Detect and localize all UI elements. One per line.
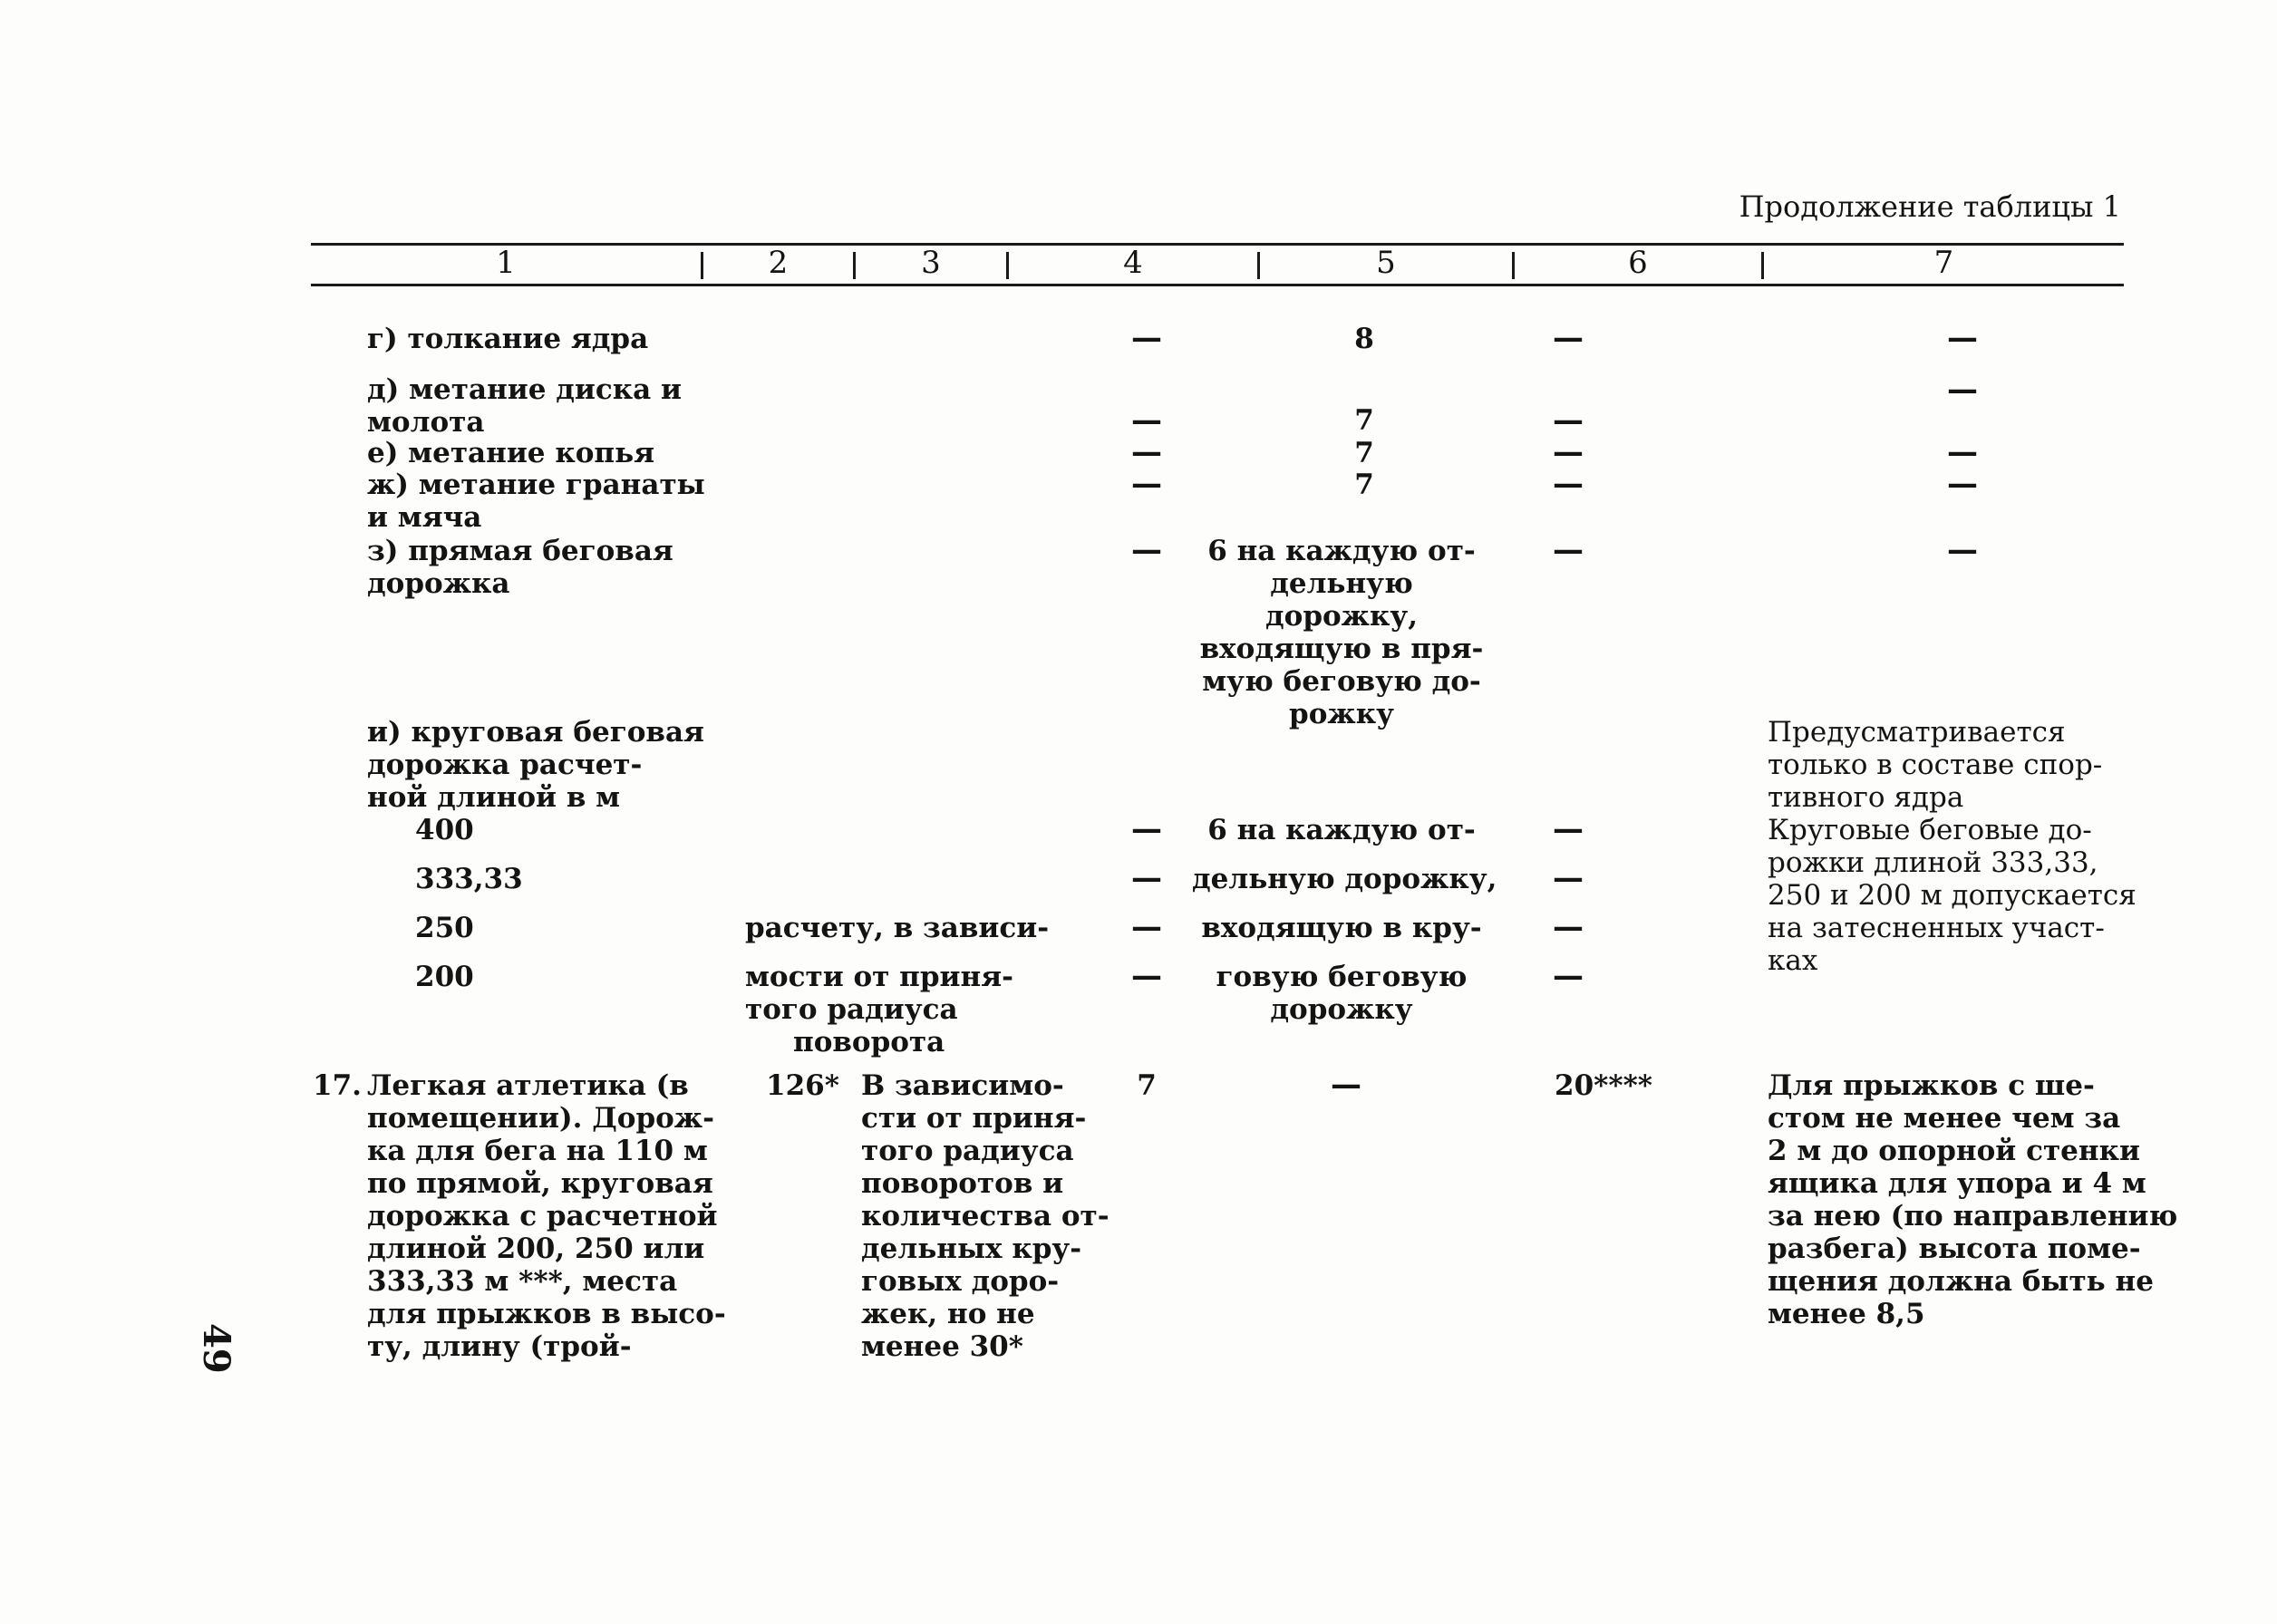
row-z-col5: 6 на каждую от- дельную дорожку, входящую в пря- мую беговую до- рожку — [1199, 535, 1484, 730]
row-i-col5-line: говую беговую — [1216, 961, 1468, 993]
row-z-col7: — — [1947, 532, 1978, 568]
row-17-col7: Для прыжков с ше- стом не менее чем за 2 м до опорной стенки ящика для упора и 4 м за нею (по направлению разбега) высота поме- щения должна быть не менее 8,5 — [1768, 1069, 2178, 1330]
row-e-col5: 7 — [1354, 437, 1374, 469]
header-col-4: 4 — [1123, 245, 1143, 281]
row-i-col4: — — [1131, 958, 1162, 994]
row-i-length: 250 — [415, 912, 474, 944]
row-17-col3: В зависимо- сти от приня- того радиуса поворотов и количества от- дельных кру- говых доро- жек, но не менее 30* — [861, 1069, 1109, 1363]
row-i-col5-line: входящую в кру- — [1201, 912, 1482, 944]
row-i-col4: — — [1131, 909, 1162, 945]
row-e-name: е) метание копья — [367, 437, 655, 469]
row-g-name: г) толкание ядра — [367, 323, 649, 355]
row-17-col6: 20**** — [1555, 1069, 1652, 1102]
row-i-name: и) круговая беговая дорожка расчет- ной длиной в м — [367, 716, 704, 814]
row-i-col6: — — [1553, 958, 1584, 994]
row-i-col4: — — [1131, 811, 1162, 847]
row-zh-name: ж) метание гранаты и мяча — [367, 469, 705, 534]
row-zh-col4: — — [1131, 466, 1162, 502]
row-d-name: д) метание диска и молота — [367, 373, 683, 439]
header-col-5: 5 — [1376, 245, 1396, 281]
row-17-col4: 7 — [1137, 1069, 1157, 1102]
row-i-col7-note: Предусматривается только в составе спор- тивного ядра — [1768, 716, 2103, 814]
row-17-col2: 126* — [766, 1069, 839, 1102]
row-i-col4: — — [1131, 860, 1162, 896]
table-caption: Продолжение таблицы 1 — [1739, 189, 2121, 224]
row-z-col4: — — [1131, 532, 1162, 568]
header-col-6: 6 — [1628, 245, 1648, 281]
row-i-col6: — — [1553, 909, 1584, 945]
row-d-col5: 7 — [1354, 404, 1374, 437]
row-17-name: Легкая атлетика (в помещении). Дорож- ка для бега на 110 м по прямой, круговая дорожка с расчетной длиной 200, 250 или 333,33 м ***, места для прыжков в высо- ту, длину (трой- — [367, 1069, 726, 1363]
header-col-2: 2 — [768, 245, 789, 281]
row-g-col6: — — [1553, 320, 1584, 356]
row-zh-col7: — — [1947, 466, 1978, 502]
row-d-col4: — — [1131, 402, 1162, 439]
row-i-length: 333,33 — [415, 863, 523, 895]
row-g-col4: — — [1131, 320, 1162, 356]
row-17-col5: — — [1331, 1067, 1361, 1103]
row-i-col6: — — [1553, 860, 1584, 896]
header-col-3: 3 — [921, 245, 941, 281]
row-zh-col6: — — [1553, 466, 1584, 502]
row-i-col3-line: расчету, в зависи- — [745, 912, 1050, 944]
row-g-col5: 8 — [1354, 323, 1374, 355]
header-col-7: 7 — [1933, 245, 1954, 281]
header-rule-bottom — [311, 284, 2124, 286]
page-number: 49 — [195, 1323, 237, 1374]
row-i-col5-line: дельную дорожку, — [1192, 863, 1497, 895]
row-e-col4: — — [1131, 434, 1162, 470]
row-d-col6: — — [1553, 402, 1584, 439]
row-z-col6: — — [1553, 532, 1584, 568]
row-i-col5-line: дорожку — [1270, 993, 1413, 1026]
row-17-number: 17. — [313, 1069, 362, 1102]
row-i-col3-line: мости от приня- — [745, 961, 1013, 993]
row-i-length: 400 — [415, 814, 474, 846]
row-i-col3-line: того радиуса — [745, 993, 958, 1026]
row-i-col3-line: поворота — [793, 1026, 945, 1058]
row-i-col5-line: 6 на каждую от- — [1207, 814, 1476, 846]
row-i-col6: — — [1553, 811, 1584, 847]
row-d-col7: — — [1947, 372, 1978, 408]
row-zh-col5: 7 — [1354, 469, 1374, 501]
row-i-length: 200 — [415, 961, 474, 993]
row-e-col6: — — [1553, 434, 1584, 470]
row-z-name: з) прямая беговая дорожка — [367, 535, 673, 600]
row-e-col7: — — [1947, 434, 1978, 470]
header-col-1: 1 — [496, 245, 516, 281]
row-g-col7: — — [1947, 320, 1978, 356]
row-i-col7-note2: Круговые беговые до- рожки длиной 333,33, 250 и 200 м допускается на затесненных участ- ках — [1768, 814, 2137, 977]
